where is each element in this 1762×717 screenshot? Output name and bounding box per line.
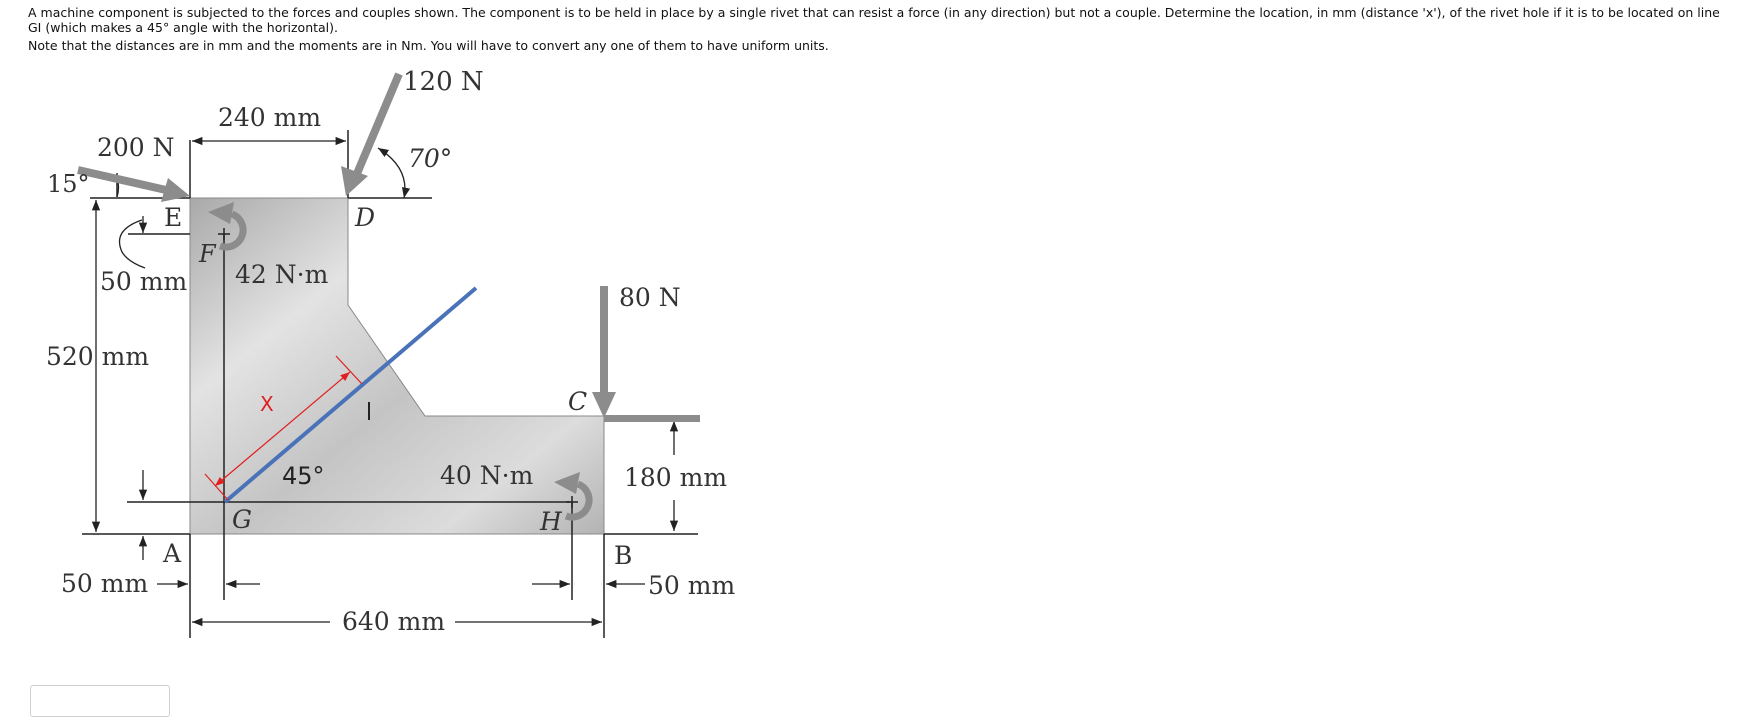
label-x: X bbox=[260, 392, 274, 416]
point-f: F bbox=[199, 240, 216, 268]
label-50-mm-left: 50 mm bbox=[100, 267, 188, 296]
label-50-mm-bottom: 50 mm bbox=[61, 569, 149, 598]
label-45-deg: 45° bbox=[282, 462, 325, 490]
label-40-nm: 40 N·m bbox=[440, 461, 534, 490]
force-80-arrow bbox=[592, 286, 616, 418]
support-bar bbox=[604, 415, 700, 422]
label-80-n: 80 N bbox=[619, 283, 681, 312]
label-70-deg: 70° bbox=[408, 144, 453, 173]
point-c: C bbox=[568, 387, 588, 416]
label-15-deg: 15° bbox=[47, 170, 90, 198]
question-statement: A machine component is subjected to the forces and couples shown. The component is to be held in place by a single rivet that can resist a force (in any direction) but not a couple. Determine the location, in mm (distance 'x'), of the rivet hole if it is to be located on line GI (which makes a 45° angle with the horizontal). bbox=[28, 5, 1720, 35]
label-240-mm: 240 mm bbox=[218, 103, 322, 132]
point-a: A bbox=[163, 539, 182, 568]
label-50-mm-right: 50 mm bbox=[648, 571, 736, 600]
point-e: E bbox=[164, 203, 183, 232]
label-200-n: 200 N bbox=[97, 133, 175, 162]
answer-input[interactable] bbox=[30, 685, 170, 717]
point-g: G bbox=[232, 505, 252, 534]
e-pointer-curve bbox=[120, 220, 146, 268]
question-note: Note that the distances are in mm and the moments are in Nm. You will have to convert any one of them to have uniform units. bbox=[28, 38, 829, 53]
label-42-nm: 42 N·m bbox=[235, 260, 329, 289]
point-h: H bbox=[540, 507, 562, 536]
force-120-arrow bbox=[341, 74, 399, 196]
force-200-arrow bbox=[78, 170, 190, 202]
label-120-n: 120 N bbox=[403, 67, 484, 97]
angle-70-arc bbox=[378, 148, 405, 198]
label-180-mm: 180 mm bbox=[624, 463, 728, 492]
point-d: D bbox=[355, 203, 376, 232]
point-b: B bbox=[614, 541, 633, 570]
label-640-mm: 640 mm bbox=[342, 607, 446, 636]
component-body bbox=[190, 198, 604, 534]
label-520-mm: 520 mm bbox=[46, 342, 150, 371]
